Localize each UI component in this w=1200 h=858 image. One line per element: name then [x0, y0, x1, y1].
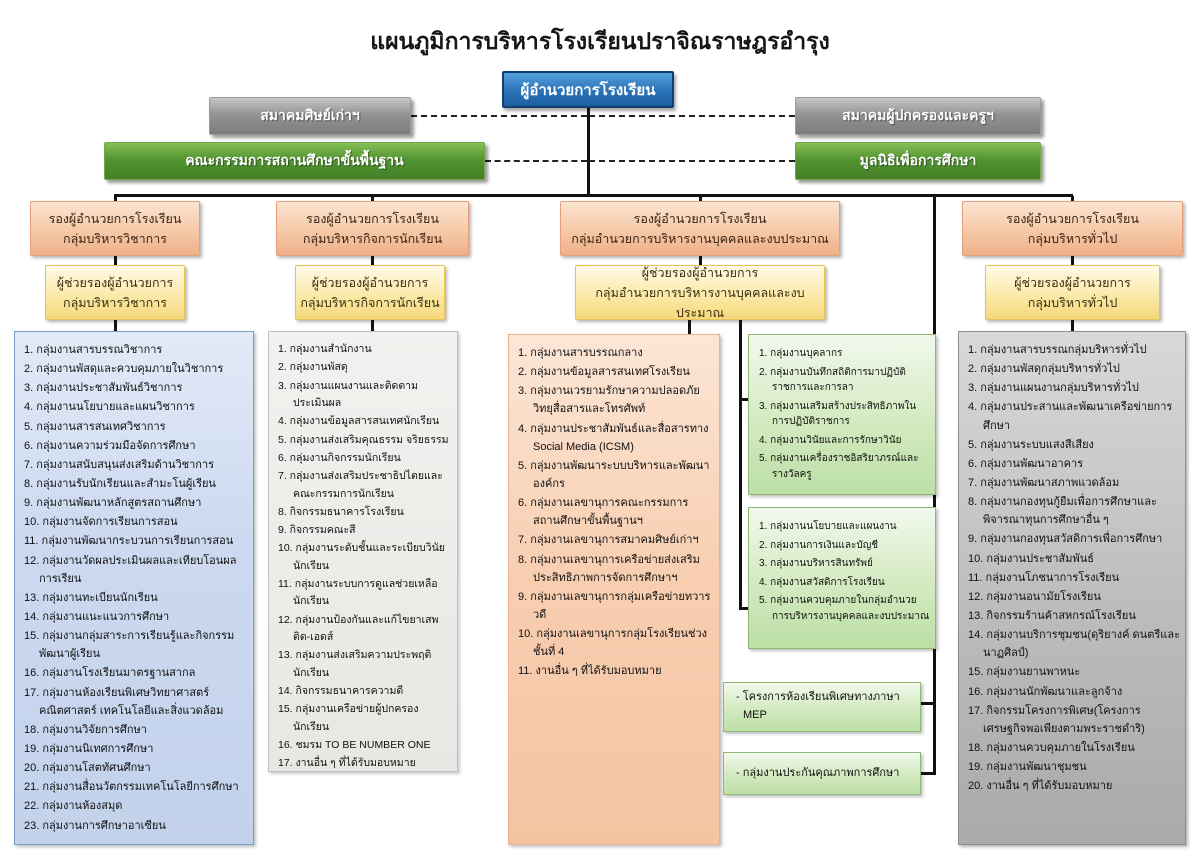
assistant-students-box	[295, 265, 445, 320]
assistant-personnel-budget-line1: ผู้ช่วยรองผู้อำนวยการ	[641, 265, 759, 280]
personnel-budget-tasks-list	[508, 334, 720, 845]
quality-assurance-label: - กลุ่มงานประกันคุณภาพการศึกษา	[736, 766, 900, 779]
task-item: 20. งานอื่น ๆ ที่ได้รับมอบหมาย	[968, 780, 1113, 793]
task-item: 1. กลุ่มงานสารบรรณวิชาการ	[24, 344, 163, 356]
deputy-personnel-budget-line2: กลุ่มอำนวยการบริหารงานบุคคลและงบประมาณ	[571, 231, 829, 246]
task-item: 2. กลุ่มงานพัสดุและควบคุมภายในวิชาการ	[24, 363, 224, 376]
task-item: 3. กลุ่มงานเสริมสร้างประสิทธิภาพในการปฏิบัติราชการ	[759, 400, 917, 427]
task-item: 8. กลุ่มงานเลขานุการเครือข่ายส่งเสริมประสิทธิภาพการจัดการศึกษาฯ	[518, 553, 700, 584]
task-item: 5. กลุ่มงานเครื่องราชอิสริยาภรณ์และรางวัลครู	[759, 453, 919, 480]
task-item: 1. กลุ่มงานนโยบายและแผนงาน	[759, 521, 897, 532]
connector-branch-vertical	[739, 320, 742, 610]
connector-mep-stub	[921, 702, 935, 705]
task-item: 12. กลุ่มงานป้องกันและแก้ไขยาเสพติด-เอดส์	[278, 613, 439, 643]
assistant-personnel-budget-box	[575, 265, 825, 320]
task-item: 3. กลุ่มงานแผนงานกลุ่มบริหารทั่วไป	[968, 382, 1139, 395]
deputy-students-line1: รองผู้อำนวยการโรงเรียน	[306, 211, 439, 226]
task-item: 12. กลุ่มงานอนามัยโรงเรียน	[968, 590, 1101, 603]
student-affairs-tasks-list	[268, 331, 458, 772]
task-item: 13. กลุ่มงานทะเบียนนักเรียน	[24, 591, 158, 604]
task-item: 9. กลุ่มงานกองทุนสวัสดิการเพื่อการศึกษา	[968, 533, 1163, 546]
task-item: 4. กลุ่มงานประสานและพัฒนาเครือข่ายการศึกษา	[968, 401, 1173, 432]
deputy-general-line1: รองผู้อำนวยการโรงเรียน	[1006, 211, 1139, 226]
task-item: 21. กลุ่มงานสื่อนวัตกรรมเทคโนโลยีการศึกษา	[24, 781, 239, 794]
assistant-academic-line2: กลุ่มบริหารวิชาการ	[63, 295, 167, 310]
task-item: 15. กลุ่มงานเครือข่ายผู้ปกครองนักเรียน	[278, 703, 419, 733]
connector-main-horizontal	[114, 194, 1073, 197]
task-item: 13. กลุ่มงานส่งเสริมความประพฤตินักเรียน	[278, 649, 432, 679]
task-item: 6. กลุ่มงานกิจกรรมนักเรียน	[278, 451, 401, 464]
task-item: 2. กลุ่มงานบันทึกสถิติการมาปฏิบัติราชการและการลา	[759, 366, 906, 393]
task-item: 16. กลุ่มงานนักพัฒนาและลูกจ้าง	[968, 685, 1123, 698]
connector-d4-a4	[1071, 256, 1074, 265]
task-item: 2. กลุ่มงานการเงินและบัญชี	[759, 539, 879, 551]
task-item: 2. กลุ่มงานพัสดุกลุ่มบริหารทั่วไป	[968, 363, 1120, 376]
assistant-students-line2: กลุ่มบริหารกิจการนักเรียน	[300, 295, 440, 310]
mep-program-box	[723, 682, 921, 732]
task-item: 18. กลุ่มงานควบคุมภายในโรงเรียน	[968, 741, 1135, 754]
school-board-label: คณะกรรมการสถานศึกษาขั้นพื้นฐาน	[185, 152, 404, 168]
connector-d2-a2	[371, 256, 374, 265]
deputy-students-line2: กลุ่มบริหารกิจการนักเรียน	[302, 231, 443, 246]
deputy-personnel-budget-line1: รองผู้อำนวยการโรงเรียน	[633, 211, 767, 226]
task-item: 15. กลุ่มงานกลุ่มสาระการเรียนรู้และกิจกรรมพัฒนาผู้เรียน	[24, 630, 235, 661]
task-item: 7. กลุ่มงานสนับสนุนส่งเสริมด้านวิชาการ	[24, 458, 215, 471]
task-item: 5. กลุ่มงานส่งเสริมคุณธรรม จริยธรรม	[278, 433, 449, 446]
deputy-academic-box	[30, 201, 200, 256]
deputy-general-line2: กลุ่มบริหารทั่วไป	[1027, 231, 1118, 246]
task-item: 7. กลุ่มงานเลขานุการสมาคมศิษย์เก่าฯ	[518, 534, 699, 547]
mep-program-line2: MEP	[743, 709, 767, 721]
task-item: 6. กลุ่มงานเลขานุการคณะกรรมการสถานศึกษาขั้นพื้นฐานฯ	[518, 497, 689, 528]
task-item: 6. กลุ่มงานความร่วมมือจัดการศึกษา	[24, 439, 196, 452]
task-item: 5. กลุ่มงานพัฒนาระบบบริหารและพัฒนาองค์กร	[518, 459, 710, 490]
task-item: 19. กลุ่มงานพัฒนาชุมชน	[968, 761, 1087, 774]
task-item: 10. กลุ่มงานประชาสัมพันธ์	[968, 552, 1094, 565]
task-item: 2. กลุ่มงานพัสดุ	[278, 361, 348, 374]
deputy-personnel-budget-box	[560, 201, 840, 256]
connector-foundation-dashed	[589, 160, 795, 162]
task-item: 12. กลุ่มงานวัดผลประเมินผลและเทียบโอนผลการเรียน	[24, 554, 237, 585]
task-item: 4. กลุ่มงานข้อมูลสารสนเทศนักเรียน	[278, 415, 440, 428]
task-item: 5. กลุ่มงานระบบแสงสีเสียง	[968, 438, 1094, 451]
director-label: ผู้อำนวยการโรงเรียน	[520, 81, 656, 99]
connector-director	[587, 108, 590, 196]
task-item: 9. กิจกรรมคณะสี	[278, 524, 356, 537]
academic-tasks-list	[14, 331, 254, 845]
general-admin-tasks-list	[958, 331, 1186, 845]
deputy-academic-line2: กลุ่มบริหารวิชาการ	[63, 231, 167, 246]
task-item: 3. กลุ่มงานบริหารสินทรัพย์	[759, 558, 873, 569]
task-item: 5. กลุ่มงานควบคุมภายในกลุ่มอำนวยการบริหารงานบุคคลและงบประมาณ	[759, 595, 930, 622]
task-item: 11. กลุ่มงานโภชนาการโรงเรียน	[968, 571, 1120, 584]
assistant-academic-line1: ผู้ช่วยรองผู้อำนวยการ	[56, 275, 174, 290]
task-item: 4. กลุ่มงานนโยบายและแผนวิชาการ	[24, 401, 195, 414]
task-item: 6. กลุ่มงานพัฒนาอาคาร	[968, 457, 1084, 470]
deputy-students-box	[276, 201, 469, 256]
assistant-general-box	[985, 265, 1160, 320]
task-item: 14. กิจกรรมธนาคารความดี	[278, 684, 404, 697]
task-item: 1. กลุ่มงานบุคลากร	[759, 348, 843, 359]
task-item: 1. กลุ่มงานสารบรรณกลาง	[518, 347, 643, 359]
page-title: แผนภูมิการบริหารโรงเรียนปราจิณราษฎรอำรุง	[370, 28, 830, 54]
task-item: 8. กลุ่มงานรับนักเรียนและสำมะโนผู้เรียน	[24, 477, 216, 490]
alumni-association-box	[209, 97, 411, 135]
task-item: 4. กลุ่มงานวินัยและการรักษาวินัย	[759, 434, 902, 446]
parents-teachers-association-box	[795, 97, 1041, 135]
task-item: 7. กลุ่มงานส่งเสริมประชาธิปไตยและคณะกรรมการนักเรียน	[278, 470, 443, 500]
task-item: 1. กลุ่มงานสารบรรณกลุ่มบริหารทั่วไป	[968, 344, 1147, 356]
task-item: 8. กิจกรรมธนาคารโรงเรียน	[278, 505, 404, 518]
task-item: 15. กลุ่มงานยานพาหนะ	[968, 666, 1081, 679]
school-board-box	[104, 142, 485, 180]
connector-d1-a1	[114, 256, 117, 265]
parents-teachers-association-label: สมาคมผู้ปกครองและครูฯ	[842, 107, 994, 123]
task-item: 19. กลุ่มงานนิเทศการศึกษา	[24, 742, 154, 755]
task-item: 11. งานอื่น ๆ ที่ได้รับมอบหมาย	[518, 665, 662, 678]
task-item: 20. กลุ่มงานโสตทัศนศึกษา	[24, 762, 151, 775]
task-item: 22. กลุ่มงานห้องสมุด	[24, 800, 123, 813]
task-item: 17. กลุ่มงานห้องเรียนพิเศษวิทยาศาสตร์ คณิตศาสตร์ เทคโนโลยีและสิ่งแวดล้อม	[24, 686, 224, 717]
connector-alumni-dashed	[411, 115, 587, 117]
assistant-students-line1: ผู้ช่วยรองผู้อำนวยการ	[311, 275, 429, 290]
director-box	[502, 71, 674, 108]
task-item: 10. กลุ่มงานเลขานุการกลุ่มโรงเรียนช่วงชั้นที่ 4	[518, 628, 708, 659]
mep-program-line1: - โครงการห้องเรียนพิเศษทางภาษา	[736, 691, 900, 704]
personnel-subtasks-box	[748, 334, 936, 495]
task-item: 2. กลุ่มงานข้อมูลสารสนเทศโรงเรียน	[518, 366, 690, 379]
connector-a3-list	[688, 320, 691, 335]
task-item: 16. กลุ่มงานโรงเรียนมาตรฐานสากล	[24, 667, 196, 680]
task-item: 14. กลุ่มงานแนะแนวการศึกษา	[24, 610, 170, 623]
quality-assurance-box	[723, 752, 921, 795]
task-item: 23. กลุ่มงานการศึกษาอาเซียน	[24, 819, 166, 832]
alumni-association-label: สมาคมศิษย์เก่าฯ	[260, 107, 360, 123]
education-foundation-label: มูลนิธิเพื่อการศึกษา	[859, 152, 977, 168]
deputy-general-box	[962, 201, 1183, 256]
budget-subtasks-box	[748, 507, 936, 649]
task-item: 3. กลุ่มงานประชาสัมพันธ์วิชาการ	[24, 382, 183, 395]
task-item: 1. กลุ่มงานสำนักงาน	[278, 343, 372, 355]
task-item: 18. กลุ่มงานวิจัยการศึกษา	[24, 723, 147, 736]
task-item: 11. กลุ่มงานพัฒนากระบวนการเรียนการสอน	[24, 535, 234, 548]
task-item: 16. ชมรม TO BE NUMBER ONE	[278, 738, 431, 751]
task-item: 3. กลุ่มงานเวรยามรักษาความปลอดภัย วิทยุสื่อสารและโทรศัพท์	[518, 385, 700, 416]
assistant-general-line1: ผู้ช่วยรองผู้อำนวยการ	[1014, 275, 1131, 290]
task-item: 9. กลุ่มงานเลขานุการกลุ่มเครือข่ายทวารวดี	[518, 590, 711, 621]
task-item: 17. งานอื่น ๆ ที่ได้รับมอบหมาย	[278, 757, 416, 770]
task-item: 8. กลุ่มงานกองทุนกู้ยืมเพื่อการศึกษาและพิจารณาทุนการศึกษาอื่น ๆ	[968, 496, 1157, 527]
connector-board-dashed	[485, 160, 587, 162]
task-item: 11. กลุ่มงานระบบการดูแลช่วยเหลือนักเรียน	[278, 578, 438, 608]
task-item: 4. กลุ่มงานสวัสดิการโรงเรียน	[759, 576, 885, 588]
task-item: 10. กลุ่มงานระดับชั้นและระเบียบวินัยนักเรียน	[278, 542, 445, 572]
task-item: 17. กิจกรรมโครงการพิเศษ(โครงการเศรษฐกิจพอเพียงตามพระราชดำริ)	[968, 704, 1145, 735]
connector-quality-stub	[921, 772, 935, 775]
task-item: 10. กลุ่มงานจัดการเรียนการสอน	[24, 516, 178, 529]
education-foundation-box	[795, 142, 1041, 180]
task-item: 4. กลุ่มงานประชาสัมพันธ์และสื่อสารทาง Social Media (ICSM)	[518, 422, 709, 453]
task-item: 3. กลุ่มงานแผนงานและติดตามประเมินผล	[278, 379, 419, 409]
task-item: 14. กลุ่มงานบริการชุมชน(ดุริยางค์ ดนตรีและนาฏศิลป์)	[968, 629, 1180, 660]
assistant-personnel-budget-line2: กลุ่มอำนวยการบริหารงานบุคคลและงบประมาณ	[595, 285, 805, 320]
task-item: 9. กลุ่มงานพัฒนาหลักสูตรสถานศึกษา	[24, 497, 202, 510]
deputy-academic-line1: รองผู้อำนวยการโรงเรียน	[48, 211, 182, 226]
assistant-academic-box	[45, 265, 185, 320]
task-item: 13. กิจกรรมร้านค้าสหกรณ์โรงเรียน	[968, 609, 1136, 622]
connector-pta-dashed	[589, 115, 795, 117]
assistant-general-line2: กลุ่มบริหารทั่วไป	[1027, 295, 1118, 310]
task-item: 5. กลุ่มงานสารสนเทศวิชาการ	[24, 420, 166, 433]
task-item: 7. กลุ่มงานพัฒนาสภาพแวดล้อม	[968, 476, 1120, 489]
